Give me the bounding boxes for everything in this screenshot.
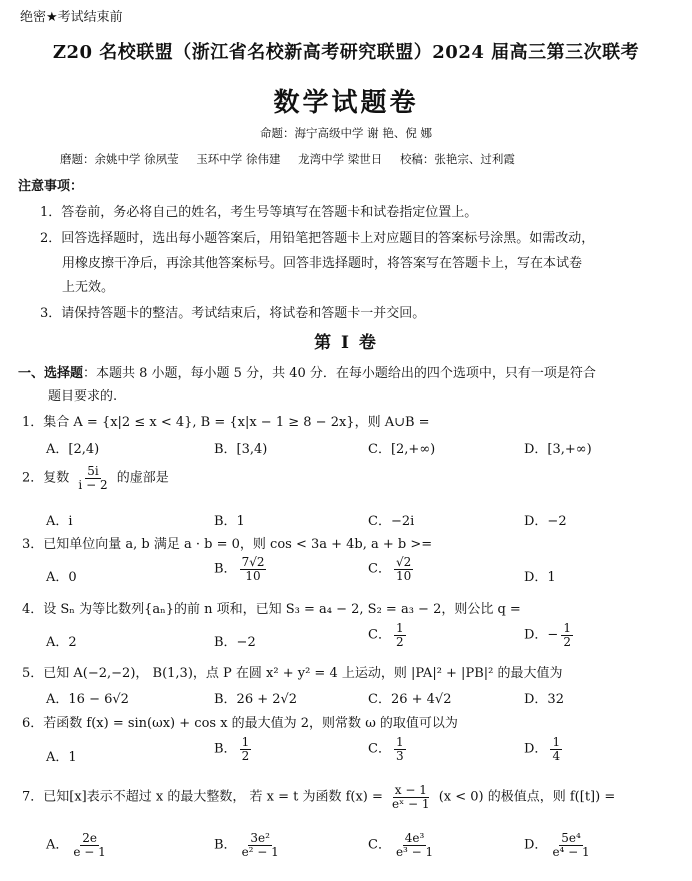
- reviewer-2: 玉环中学 徐伟建: [196, 152, 281, 166]
- q7-a-frac: [71, 832, 107, 858]
- q7-d-frac: [550, 832, 591, 858]
- q4-option-d: [524, 622, 576, 648]
- q2-fraction: [76, 465, 109, 491]
- section-desc: ：本题共 8 小题，每小题 5 分，共 40 分．在每小题给出的四个选项中，只有一项是符合: [83, 366, 596, 381]
- q5-option-b: B．26 + 2√2: [214, 692, 298, 707]
- q6-option-c: [368, 736, 409, 762]
- q7-den: eˣ − 1: [392, 796, 430, 811]
- notice-title: 注意事项：: [18, 179, 84, 194]
- reviewer-1: 磨题：余姚中学 徐夙莹: [60, 152, 179, 166]
- notice-item-3: 3．请保持答题卡的整洁。考试结束后，将试卷和答题卡一并交回。: [40, 306, 426, 321]
- confidential-label: 绝密★考试结束前: [20, 10, 123, 25]
- notice-item-1: 1．答卷前，务必将自己的姓名，考生号等填写在答题卡和试卷指定位置上。: [40, 205, 478, 220]
- q7-d-den: e⁴ − 1: [552, 844, 590, 859]
- q1-option-a: A．[2,4): [46, 442, 100, 457]
- q4-d-den: 2: [563, 634, 571, 649]
- notice-item-2-cont: 用橡皮擦干净后，再涂其他答案标号。回答非选择题时，将答案写在答题卡上，写在本试卷: [62, 256, 583, 271]
- q2-option-a: A．i: [46, 514, 73, 529]
- q7-a-den: e − 1: [73, 844, 106, 859]
- q3-option-c: [368, 556, 416, 582]
- exam-subtitle: 数学试题卷: [273, 88, 419, 118]
- q7-fraction: [390, 784, 432, 810]
- q4-option-c: [368, 622, 409, 648]
- q7-stem-post: (x < 0) 的极值点，则 f([t]) =: [438, 789, 616, 805]
- q3-c-num: √2: [395, 555, 412, 569]
- reviewer-3: 龙湾中学 梁世日: [298, 152, 383, 166]
- q6-d-frac: [550, 736, 562, 762]
- part-heading: 第 I 卷: [314, 333, 378, 353]
- notice-item-2-cont2: 上无效。: [62, 280, 115, 295]
- q2-num: 5i: [87, 464, 99, 478]
- q4-option-a: A．2: [46, 635, 77, 650]
- q7-d-label: D．: [524, 837, 548, 853]
- q3-b-num: 7√2: [241, 555, 265, 569]
- q7-c-label: C．: [368, 837, 391, 853]
- q5-option-c: C．26 + 4√2: [368, 692, 452, 707]
- q4-c-label: C．: [368, 627, 391, 643]
- exam-title: Z20 名校联盟（浙江省名校新高考研究联盟）2024 届高三第三次联考: [52, 42, 640, 63]
- notice-item-2: 2．回答选择题时，选出每小题答案后，用铅笔把答题卡上对应题目的答案标号涂黑。如需改动，: [40, 231, 595, 246]
- q7-a-num: 2e: [82, 831, 97, 845]
- q7-option-b: [214, 832, 284, 858]
- section-intro: [18, 362, 596, 381]
- q3-b-den: 10: [245, 568, 261, 583]
- q2-stem-pre: 2．复数: [22, 470, 70, 486]
- q2-option-c: C．−2i: [368, 514, 415, 529]
- q3-option-a: A．0: [46, 570, 77, 585]
- q4-option-b: B．−2: [214, 635, 256, 650]
- q7-b-num: 3e²: [250, 831, 270, 845]
- q3-b-frac: [240, 556, 267, 582]
- q6-option-a: A．1: [46, 750, 77, 765]
- q6-d-den: 4: [552, 748, 561, 763]
- q4-c-num: 1: [395, 621, 404, 635]
- q7-c-num: 4e³: [404, 831, 425, 845]
- q7-c-den: e³ − 1: [395, 844, 434, 859]
- q7-option-c: [368, 832, 438, 858]
- q3-option-b: [214, 556, 269, 582]
- q3-c-label: C．: [368, 561, 391, 577]
- q1-option-c: C．[2,+∞): [368, 442, 436, 457]
- q7-option-d: [524, 832, 595, 858]
- q4-c-den: 2: [395, 634, 404, 649]
- q6-option-d: [524, 736, 565, 762]
- q4-d-label: D．−: [524, 627, 559, 643]
- q2-stem-post: 的虚部是: [116, 470, 169, 486]
- q6-d-label: D．: [524, 741, 548, 757]
- q6-b-den: 2: [241, 748, 250, 763]
- q2-option-d: D．−2: [524, 514, 567, 529]
- section-title: 一、选择题: [18, 366, 84, 381]
- question-5-stem: 5．已知 A(−2,−2)， B(1,3)，点 P 在圆 x² + y² = 4 上运动，则 |PA|² + |PB|² 的最大值为: [22, 666, 563, 681]
- q4-c-frac: [394, 622, 406, 648]
- q4-d-num: 1: [563, 621, 571, 635]
- question-6-stem: 6．若函数 f(x) = sin(ωx) + cos x 的最大值为 2，则常数 ω 的取值可以为: [22, 716, 458, 731]
- q3-option-d: D．1: [524, 570, 556, 585]
- proofreader: 校稿：张艳宗、过利霞: [399, 152, 515, 166]
- question-1-stem: 1．集合 A = {x|2 ≤ x < 4}, B = {x|x − 1 ≥ 8 − 2x}，则 A∪B =: [22, 415, 430, 430]
- q6-b-num: 1: [241, 735, 250, 749]
- reviewers-line: [60, 151, 529, 167]
- q7-b-den: e² − 1: [241, 844, 279, 859]
- section-desc-2: 题目要求的.: [48, 389, 118, 404]
- q5-option-d: D．32: [524, 692, 564, 707]
- q6-b-label: B．: [214, 741, 237, 757]
- question-2-stem: [22, 465, 169, 491]
- q6-b-frac: [240, 736, 252, 762]
- q6-d-num: 1: [552, 735, 561, 749]
- question-7-stem: [22, 784, 615, 810]
- q7-b-frac: [240, 832, 281, 858]
- q7-num: x − 1: [394, 783, 427, 797]
- author-line: 命题：海宁高级中学 谢 艳、倪 娜: [260, 126, 432, 140]
- q7-b-label: B．: [214, 837, 237, 853]
- q7-option-a: [46, 832, 111, 858]
- q7-stem-pre: 7．已知[x]表示不超过 x 的最大整数， 若 x = t 为函数 f(x) =: [22, 789, 383, 805]
- q5-option-a: A．16 − 6√2: [46, 692, 129, 707]
- q1-option-d: D．[3,+∞): [524, 442, 592, 457]
- q7-c-frac: [394, 832, 435, 858]
- q3-c-frac: [394, 556, 413, 582]
- question-4-stem: 4．设 Sₙ 为等比数列{aₙ}的前 n 项和，已知 S₃ = a₄ − 2, S₂ = a₃ − 2，则公比 q =: [22, 602, 521, 617]
- q7-a-label: A．: [46, 837, 69, 853]
- q6-c-frac: [394, 736, 406, 762]
- q7-d-num: 5e⁴: [561, 831, 581, 845]
- q1-option-b: B．[3,4): [214, 442, 268, 457]
- q4-d-frac: [561, 622, 573, 648]
- q6-c-num: 1: [395, 735, 404, 749]
- q6-option-b: [214, 736, 254, 762]
- q3-c-den: 10: [395, 568, 412, 583]
- q6-c-den: 3: [395, 748, 404, 763]
- q3-b-label: B．: [214, 561, 237, 577]
- q2-option-b: B．1: [214, 514, 245, 529]
- q2-den: i − 2: [78, 477, 108, 492]
- question-3-stem: 3．已知单位向量 a, b 满足 a · b = 0，则 cos < 3a + 4b, a + b >=: [22, 537, 433, 552]
- q6-c-label: C．: [368, 741, 391, 757]
